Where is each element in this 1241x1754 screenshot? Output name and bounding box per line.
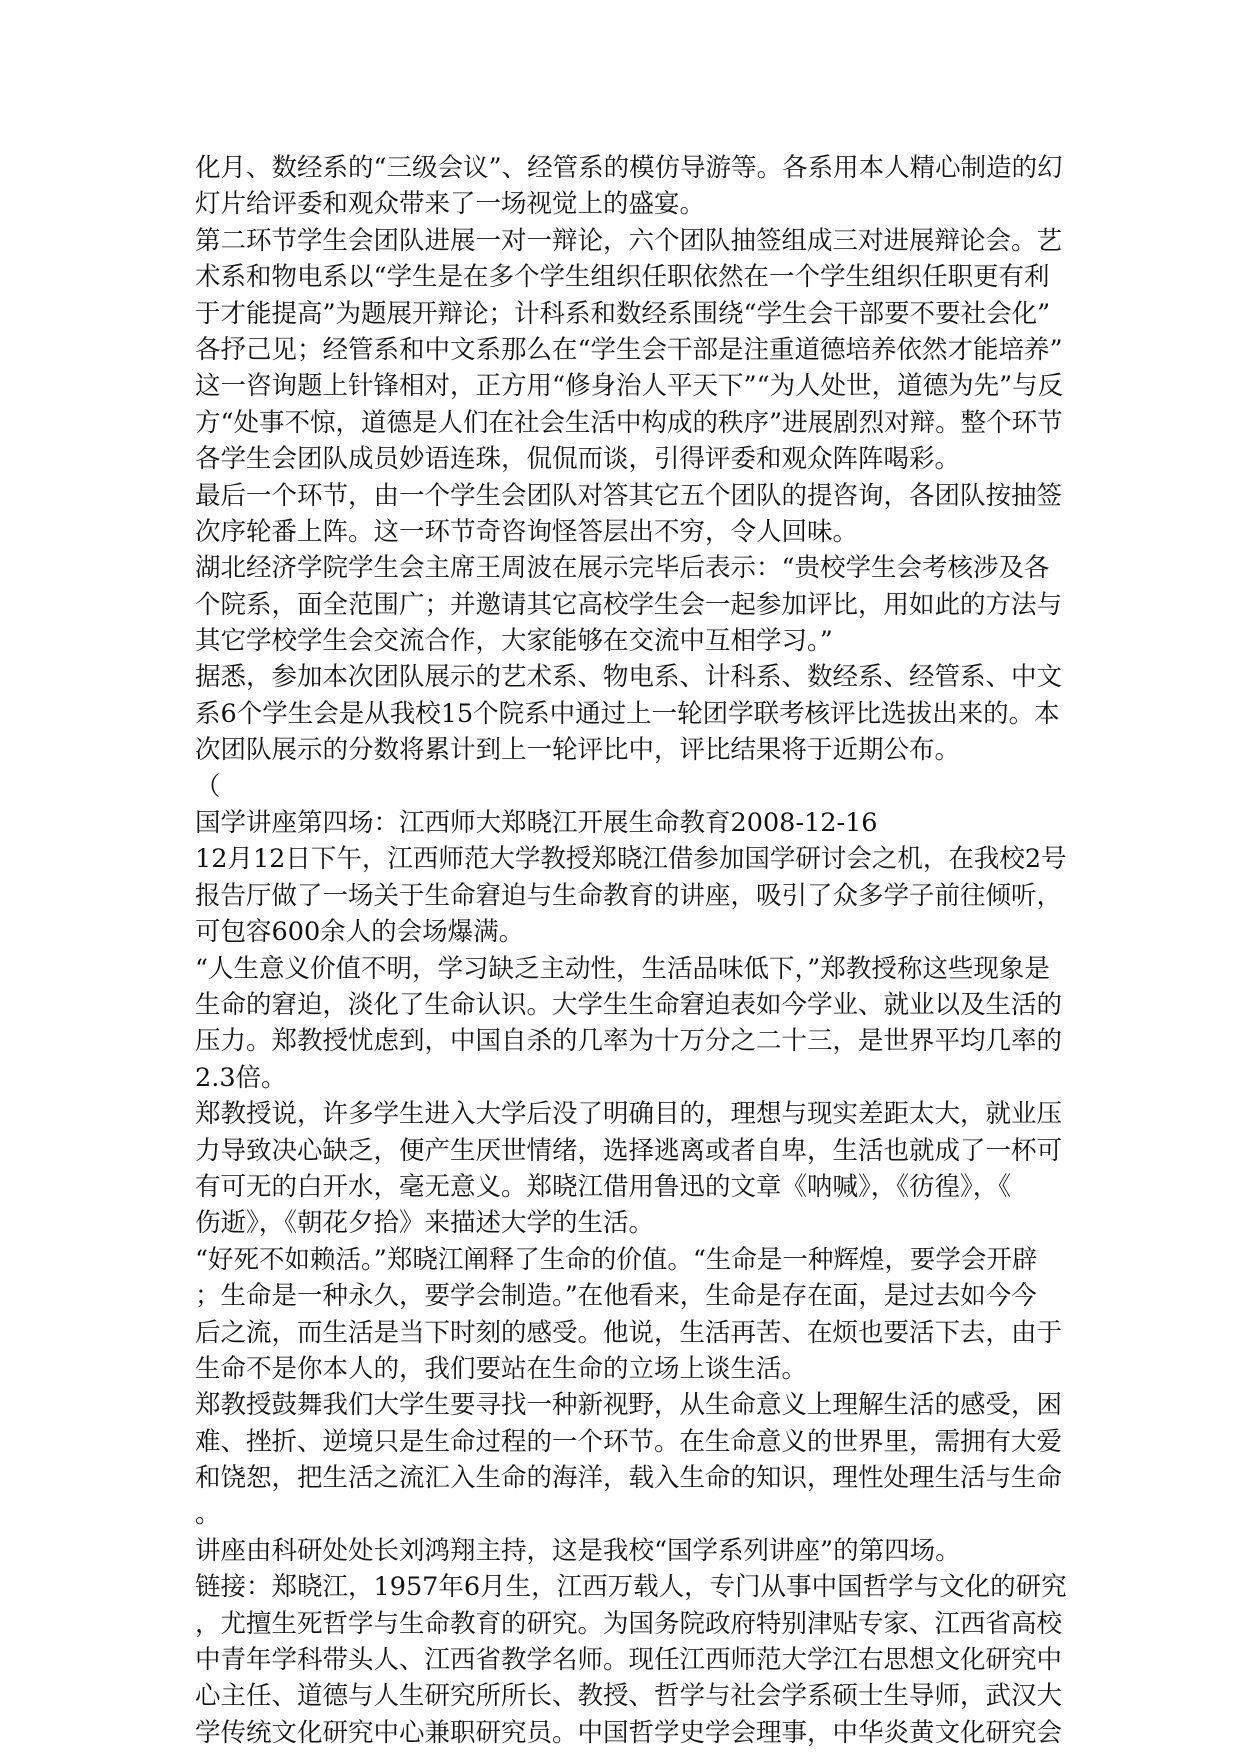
text-line: ；生命是一种永久，要学会制造。”在他看来，生命是存在面，是过去如今今 [195, 1281, 1037, 1312]
text-line: 。 [195, 1499, 221, 1530]
text-line: 化月、数经系的“三级会议”、经管系的模仿导游等。各系用本人精心制造的幻 [195, 153, 1063, 183]
text-line: 个院系，面全范围广；并邀请其它高校学生会一起参加评比，用如此的方法与 [195, 589, 1063, 620]
text-line: 最后一个环节，由一个学生会团队对答其它五个团队的提咨询，各团队按抽签 [195, 480, 1063, 511]
text-line: 伤逝》，《朝花夕拾》来描述大学的生活。 [195, 1208, 655, 1239]
text-line: 各学生会团队成员妙语连珠，侃侃而谈，引得评委和观众阵阵喝彩。 [195, 444, 961, 475]
text-line: 可包容600余人的会场爆满。 [195, 917, 525, 948]
text-line: 链接：郑晓江，1957年6月生，江西万载人，专门从事中国哲学与文化的研究 [195, 1572, 1067, 1603]
text-line: 力导致决心缺乏，便产生厌世情绪，选择逃离或者自卑，生活也就成了一杯可 [195, 1135, 1063, 1166]
text-line: 方“处事不惊，道德是人们在社会生活中构成的秩序”进展剧烈对辩。整个环节 [195, 407, 1063, 438]
text-line: 有可无的白开水，毫无意义。郑晓江借用鲁迅的文章《呐喊》，《彷徨》，《 [195, 1171, 1012, 1202]
text-line: （ [195, 771, 221, 802]
text-line: 和饶恕，把生活之流汇入生命的海洋，载入生命的知识，理性处理生活与生命 [195, 1463, 1063, 1494]
text-line: 报告厅做了一场关于生命窘迫与生命教育的讲座，吸引了众多学子前往倾听， [195, 880, 1063, 911]
text-line: 压力。郑教授忧虑到，中国自杀的几率为十万分之二十三，是世界平均几率的 [195, 1026, 1063, 1057]
text-line: 后之流，而生活是当下时刻的感受。他说，生活再苦、在烦也要活下去，由于 [195, 1317, 1063, 1348]
document-body [195, 150, 1067, 1751]
text-line: 郑教授鼓舞我们大学生要寻找一种新视野，从生命意义上理解生活的感受，困 [195, 1390, 1063, 1421]
text-line: 术系和物电系以“学生是在多个学生组织任职依然在一个学生组织任职更有利 [195, 262, 1050, 293]
text-line: 心主任、道德与人生研究所所长、教授、哲学与社会学系硕士生导师，武汉大 [195, 1681, 1063, 1712]
text-line: 郑教授说，许多学生进入大学后没了明确目的，理想与现实差距太大，就业压 [195, 1099, 1063, 1130]
text-line: 讲座由科研处处长刘鸿翔主持，这是我校“国学系列讲座”的第四场。 [195, 1535, 961, 1566]
text-line: 第二环节学生会团队进展一对一辩论，六个团队抽签组成三对进展辩论会。艺 [195, 225, 1063, 256]
text-line: 次序轮番上阵。这一环节奇咨询怪答层出不穷，令人回味。 [195, 516, 859, 547]
text-line: “人生意义价值不明，学习缺乏主动性，生活品味低下，”郑教授称这些现象是 [195, 953, 1050, 984]
text-line: 这一咨询题上针锋相对，正方用“修身治人平天下”“为人处世，道德为先”与反 [195, 371, 1064, 402]
text-line: 国学讲座第四场：江西师大郑晓江开展生命教育2008-12-16 [195, 808, 878, 839]
text-line: 次团队展示的分数将累计到上一轮评比中，评比结果将于近期公布。 [195, 735, 961, 766]
text-line: 2.3倍。 [195, 1062, 287, 1093]
text-line: 湖北经济学院学生会主席王周波在展示完毕后表示：“贵校学生会考核涉及各 [195, 553, 1050, 584]
text-line: 灯片给评委和观众带来了一场视觉上的盛宴。 [195, 189, 706, 220]
text-line: 生命的窘迫，淡化了生命认识。大学生生命窘迫表如今学业、就业以及生活的 [195, 989, 1063, 1020]
text-line: 据悉，参加本次团队展示的艺术系、物电系、计科系、数经系、经管系、中文 [195, 662, 1063, 693]
text-line: ，尤擅生死哲学与生命教育的研究。为国务院政府特别津贴专家、江西省高校 [195, 1608, 1063, 1639]
text-line: 系6个学生会是从我校15个院系中通过上一轮团学联考核评比选拔出来的。本 [195, 698, 1060, 729]
text-line: 各抒己见；经管系和中文系那么在“学生会干部是注重道德培养依然才能培养” [195, 334, 1063, 365]
text-line: 学传统文化研究中心兼职研究员。中国哲学史学会理事，中华炎黄文化研究会 [195, 1717, 1063, 1748]
text-line: 生命不是你本人的，我们要站在生命的立场上谈生活。 [195, 1353, 808, 1384]
text-line: 中青年学科带头人、江西省教学名师。现任江西师范大学江右思想文化研究中 [195, 1645, 1063, 1676]
text-line: 难、挫折、逆境只是生命过程的一个环节。在生命意义的世界里，需拥有大爱 [195, 1426, 1063, 1457]
text-line: “好死不如赖活。”郑晓江阐释了生命的价值。“生命是一种辉煌，要学会开辟 [195, 1244, 1038, 1275]
text-line: 其它学校学生会交流合作，大家能够在交流中互相学习。” [195, 626, 833, 657]
text-line: 12月12日下午，江西师范大学教授郑晓江借参加国学研讨会之机，在我校2号 [195, 844, 1067, 875]
text-line: 于才能提高”为题展开辩论；计科系和数经系围绕“学生会干部要不要社会化” [195, 298, 1051, 329]
